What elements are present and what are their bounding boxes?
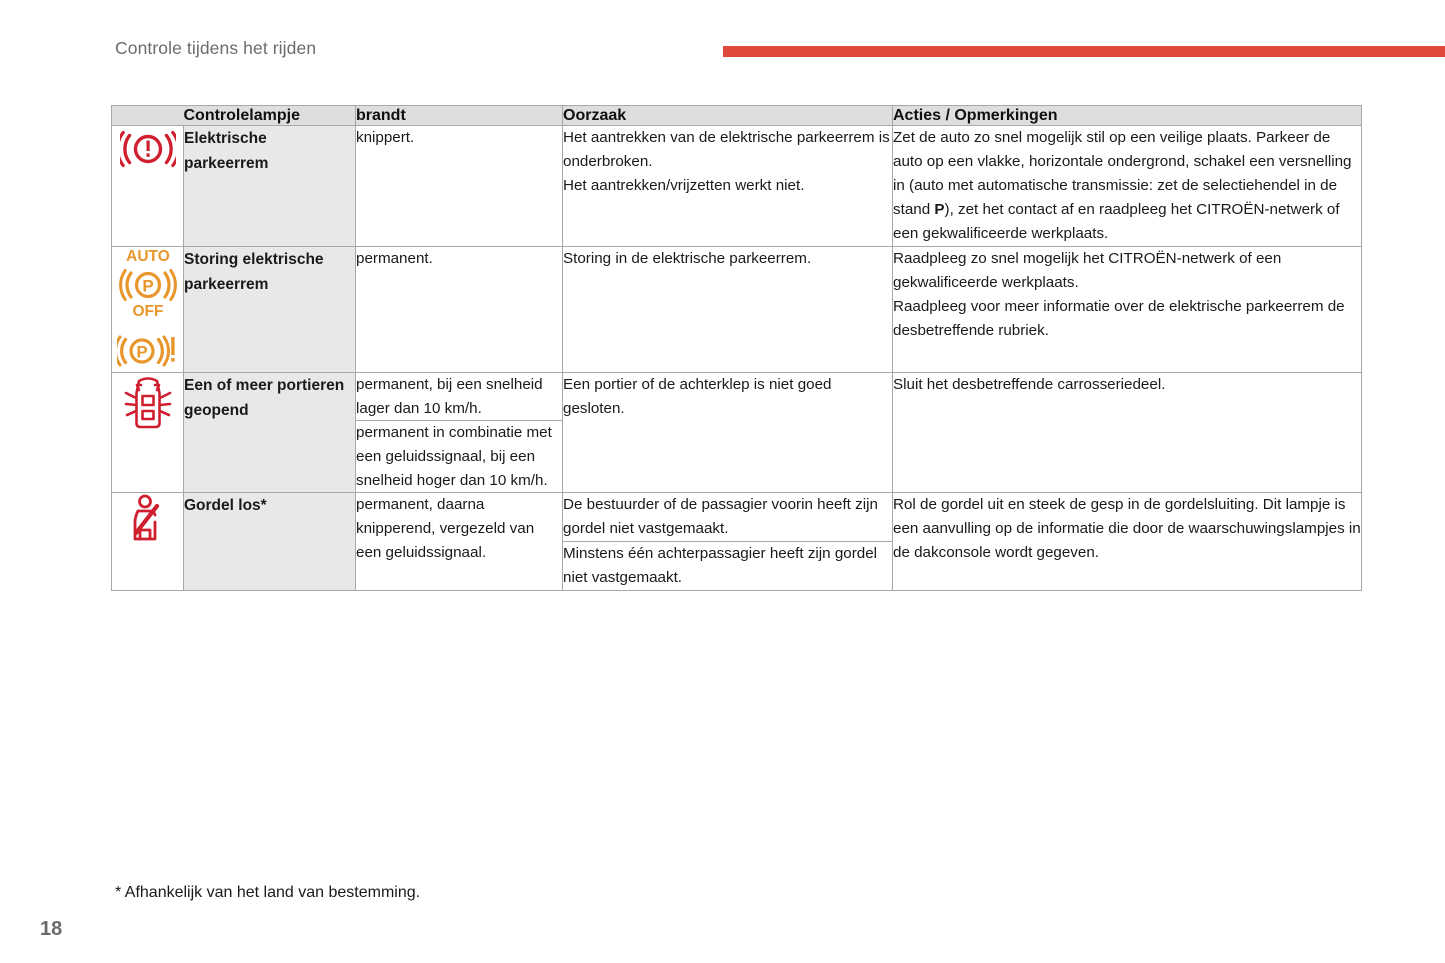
lamp-acties — [893, 126, 1362, 247]
page-header — [0, 38, 1445, 66]
lamp-name: Storing elektrische parkeerrem — [184, 247, 356, 373]
table-body — [112, 126, 1362, 591]
column-header-controlelampje: Controlelampje — [184, 106, 356, 126]
page-number: 18 — [40, 918, 63, 940]
lamp-acties: Sluit het desbetreffende carrosseriedeel. — [893, 373, 1362, 493]
lamp-acties-part1: Zet de auto zo snel mogelijk stil op een veilige plaats. Parkeer de auto op een vlakke, horizontale ondergrond, schakel een versnelling in (auto met automatische transmissie: zet de selectiehendel in de stand — [893, 129, 1352, 219]
svg-text:P: P — [135, 342, 148, 362]
svg-text:P: P — [141, 276, 154, 296]
lamp-oorzaak — [563, 126, 893, 247]
column-header-controlelampje-icon — [112, 106, 184, 126]
lamp-oorzaak: Storing in de elektrische parkeerrem. — [563, 247, 893, 373]
parking-brake-fault-icon — [112, 330, 183, 372]
lamp-acties-bold: P — [934, 201, 945, 219]
lamp-brandt: permanent. — [356, 247, 563, 373]
table-header-row — [112, 106, 1362, 126]
table-row — [112, 126, 1362, 247]
warning-lamps-table-wrapper — [111, 105, 1361, 591]
footnote: * Afhankelijk van het land van bestemming. — [115, 884, 421, 901]
column-header-acties: Acties / Opmerkingen — [893, 106, 1362, 126]
warning-lamps-table — [111, 105, 1362, 591]
column-header-brandt: brandt — [356, 106, 563, 126]
row-icon-cell — [112, 373, 184, 493]
page-title: Controle tijdens het rijden — [115, 38, 317, 58]
lamp-brandt: knippert. — [356, 126, 563, 247]
lamp-brandt-1: permanent, bij een snelheid lager dan 10 km/h. — [356, 373, 563, 421]
seatbelt-unfastened-icon — [126, 493, 170, 545]
auto-parking-brake-off-icon — [112, 247, 183, 321]
table-row — [112, 493, 1362, 542]
row-icon-cell — [112, 126, 184, 247]
table-row — [112, 373, 1362, 421]
row-icon-cell — [112, 493, 184, 591]
lamp-oorzaak-text: Het aantrekken van de elektrische parkeerrem is onderbroken. Het aantrekken/vrijzetten werkt niet. — [563, 129, 890, 195]
lamp-oorzaak-1: De bestuurder of de passagier voorin heeft zijn gordel niet vastgemaakt. — [563, 493, 893, 542]
lamp-name: Elektrische parkeerrem — [184, 126, 356, 247]
svg-text:OFF: OFF — [132, 303, 163, 321]
lamp-acties-part2: ), zet het contact af en raadpleeg het CITROËN-netwerk of een gekwalificeerde werkplaats. — [893, 201, 1340, 243]
lamp-brandt-2: permanent in combinatie met een geluidssignaal, bij een snelheid hoger dan 10 km/h. — [356, 421, 563, 493]
table-header — [112, 106, 1362, 126]
lamp-name: Gordel los* — [184, 493, 356, 591]
parking-brake-warning-icon — [120, 126, 176, 172]
lamp-acties: Rol de gordel uit en steek de gesp in de gordelsluiting. Dit lampje is een aanvulling op de informatie die door de waarschuwingslampjes in de dakconsole wordt gegeven. — [893, 493, 1362, 591]
column-header-oorzaak: Oorzaak — [563, 106, 893, 126]
lamp-brandt: permanent, daarna knipperend, vergezeld van een geluidssignaal. — [356, 493, 563, 591]
lamp-acties: Raadpleeg zo snel mogelijk het CITROËN-netwerk of een gekwalificeerde werkplaats. Raadpleeg voor meer informatie over de elektrische parkeerrem de desbetreffende rubriek. — [893, 247, 1362, 373]
row-icon-cell — [112, 247, 184, 373]
icon-spacer — [112, 321, 183, 330]
header-accent-rule — [723, 46, 1445, 57]
door-open-icon — [122, 373, 174, 435]
lamp-name: Een of meer portieren geopend — [184, 373, 356, 493]
table-row — [112, 247, 1362, 373]
icon-stack — [112, 247, 183, 372]
lamp-oorzaak: Een portier of de achterklep is niet goed gesloten. — [563, 373, 893, 493]
lamp-oorzaak-2: Minstens één achterpassagier heeft zijn gordel niet vastgemaakt. — [563, 542, 893, 591]
svg-text:AUTO: AUTO — [125, 248, 170, 266]
